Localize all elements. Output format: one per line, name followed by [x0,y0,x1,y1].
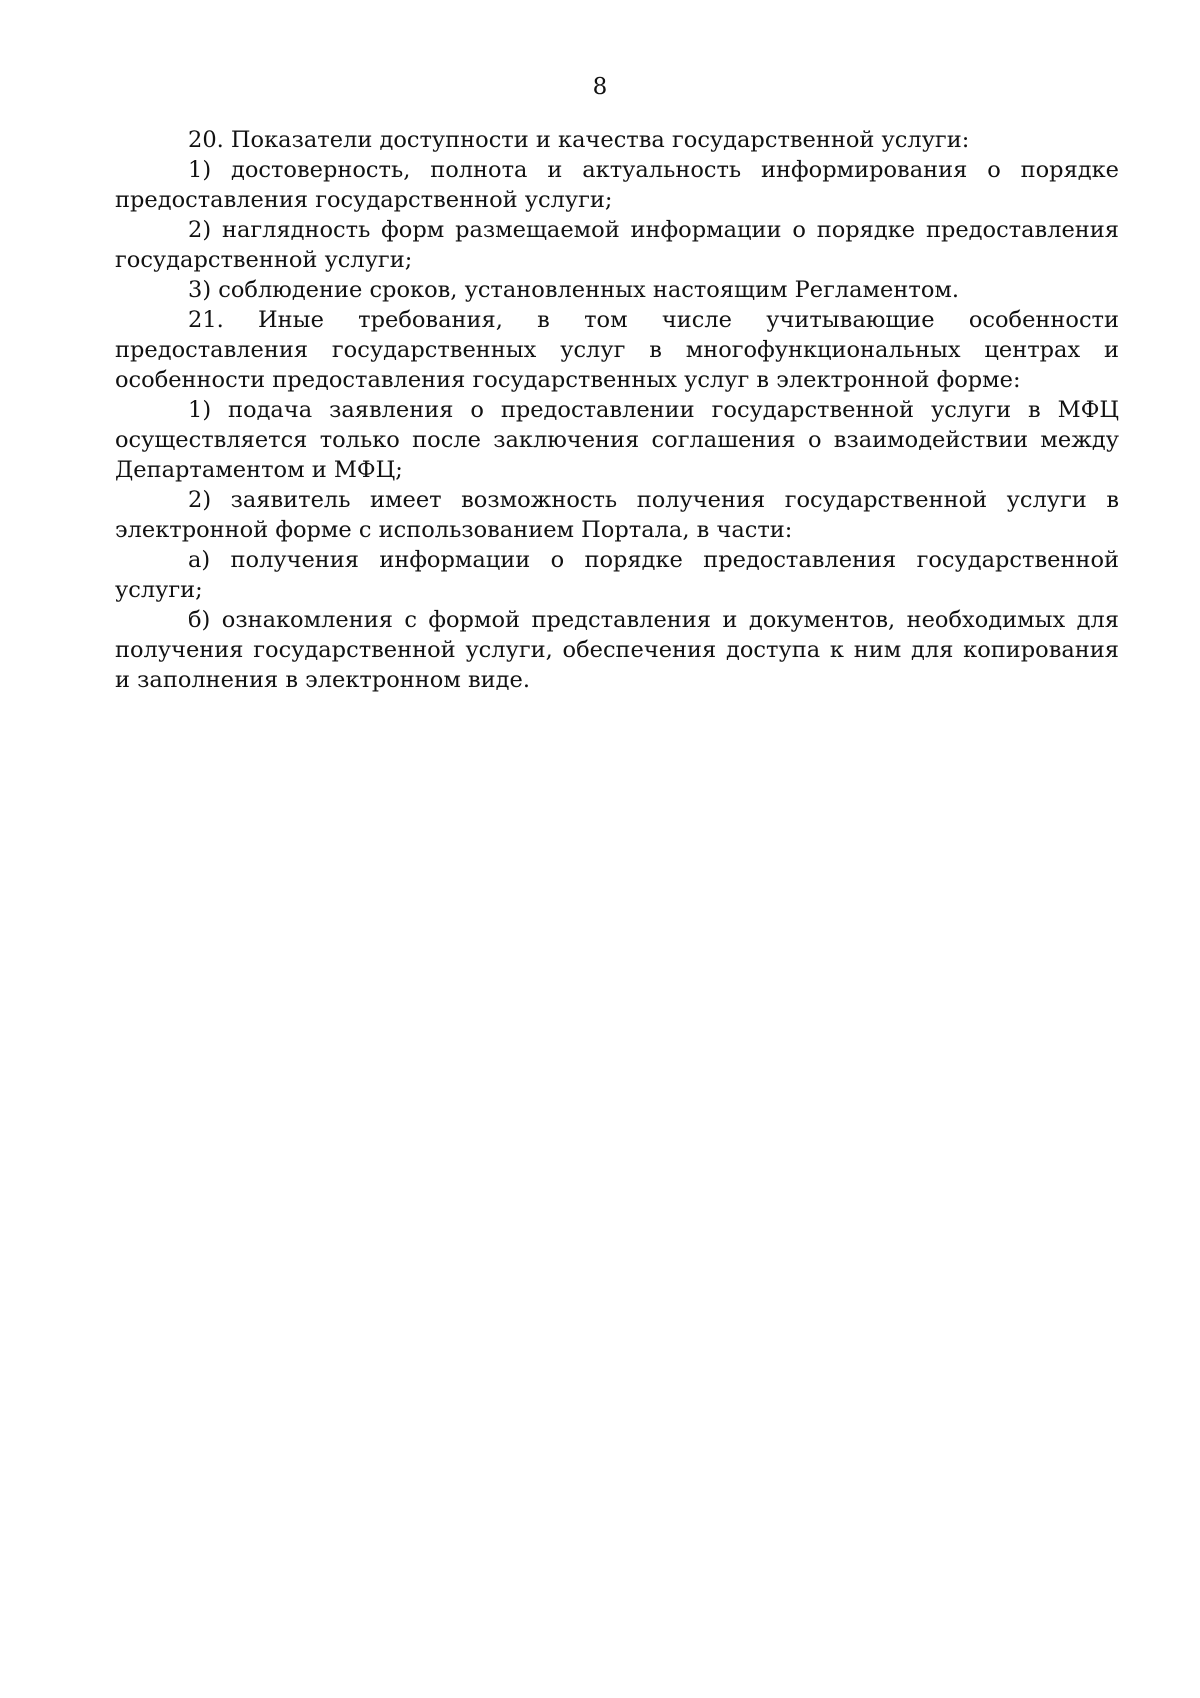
paragraph-item-20: 20. Показатели доступности и качества государственной услуги: [188,127,970,153]
page-number: 8 [592,74,608,100]
paragraph-subitem-21-2-a: а) получения информации о порядке предоставления государственной услуги; [115,547,1119,603]
paragraph-subitem-21-2-b: б) ознакомления с формой представления и документов, необходимых для получения государственной услуги, обеспечения доступа к ним для копирования и заполнения в электронном виде. [115,607,1119,693]
paragraph-subitem-21-2: 2) заявитель имеет возможность получения государственной услуги в электронной форме с использованием Портала, в части: [115,487,1119,543]
paragraph-subitem-20-2: 2) наглядность форм размещаемой информации о порядке предоставления государственной услуги; [115,217,1119,273]
paragraph-subitem-20-1: 1) достоверность, полнота и актуальность информирования о порядке предоставления государственной услуги; [115,157,1119,213]
paragraph-subitem-21-1: 1) подача заявления о предоставлении государственной услуги в МФЦ осуществляется только после заключения соглашения о взаимодействии между Департаментом и МФЦ; [115,397,1119,483]
paragraph-subitem-20-3: 3) соблюдение сроков, установленных настоящим Регламентом. [188,277,960,303]
paragraph-item-21: 21. Иные требования, в том числе учитывающие особенности предоставления государственных услуг в многофункциональных центрах и особенности предоставления государственных услуг в электронной форме: [115,307,1119,393]
document-body [115,125,1119,695]
